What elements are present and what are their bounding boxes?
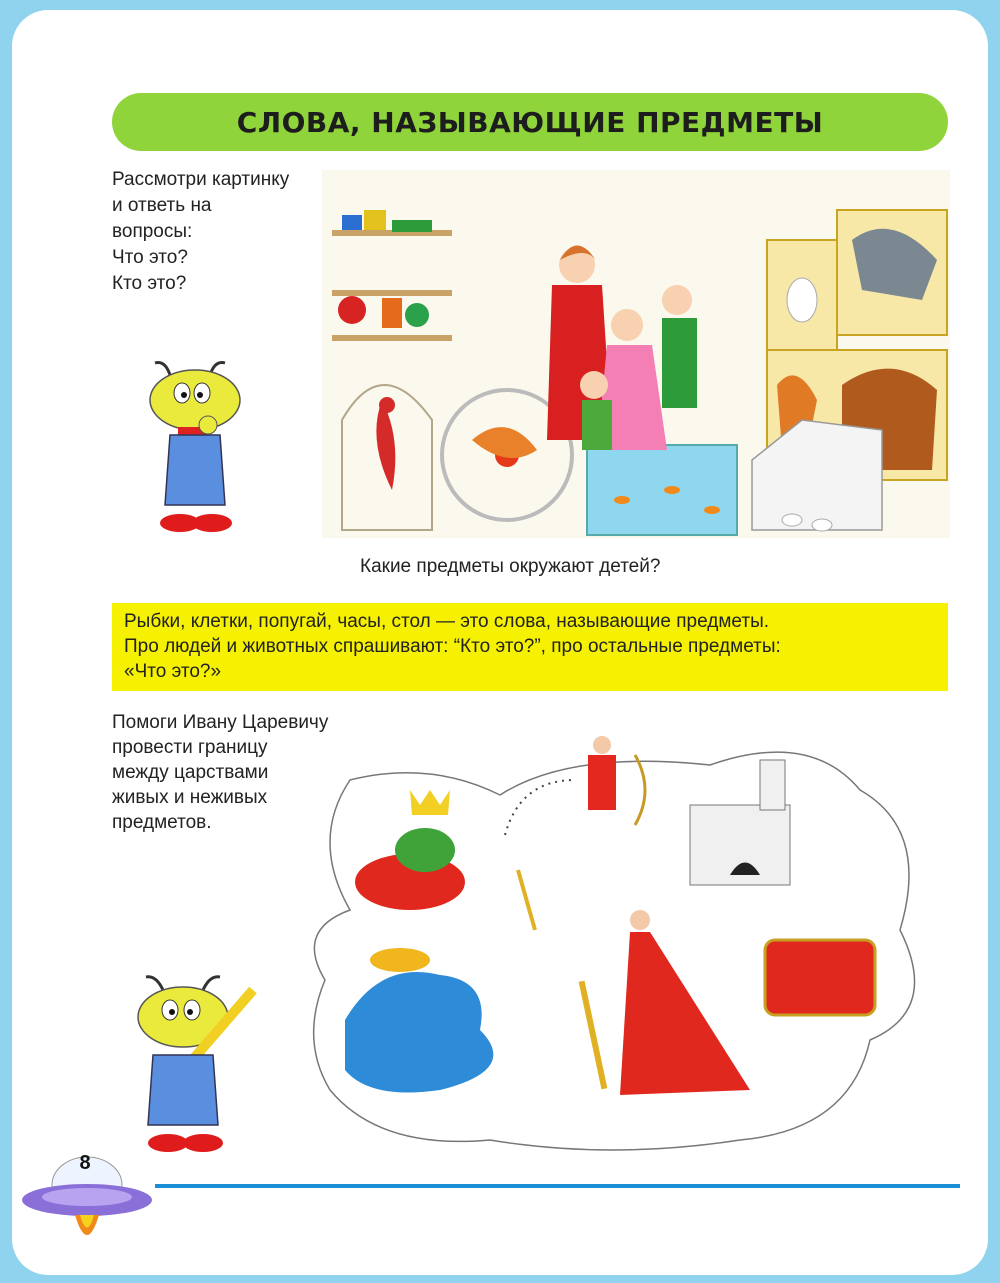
alien-pencil-illustration [128,965,278,1155]
rule-line: «Что это?» [124,661,222,682]
rule-line: Рыбки, клетки, попугай, часы, стол — это слова, называющие предметы. [124,611,769,632]
task-line: между царствами [112,762,269,783]
alien-thinking-illustration [140,355,250,540]
instruction-line: вопросы: [112,221,193,242]
pet-shop-scene [322,170,950,538]
treasure-chest-icon [765,940,875,1015]
instruction-line: Рассмотри картинку [112,169,290,190]
rule-box [112,603,948,691]
ivan-tsarevich-figure [588,755,616,810]
scene-question: Какие предметы окружают детей? [360,556,661,577]
title-banner [112,93,948,151]
footer-rule [155,1184,960,1188]
instruction-line: и ответь на [112,195,212,216]
task-line: провести границу [112,737,268,758]
task-line: живых и неживых [112,787,268,808]
task-line: Помоги Ивану Царевичу [112,712,329,733]
pet-shop-illustration [322,170,950,538]
kingdom-illustration [290,710,950,1160]
frog-icon [395,828,455,872]
instruction-line: Кто это? [112,273,187,294]
rule-line: Про людей и животных спрашивают: “Кто это?”, про остальные предметы: [124,636,781,657]
instruction-line: Что это? [112,247,188,268]
page-title: СЛОВА, НАЗЫВАЮЩИЕ ПРЕДМЕТЫ [236,105,824,139]
page-number: 8 [79,1152,91,1174]
goldfish-icon [370,948,430,972]
instruction-text [112,167,332,297]
task-line: предметов. [112,812,212,833]
